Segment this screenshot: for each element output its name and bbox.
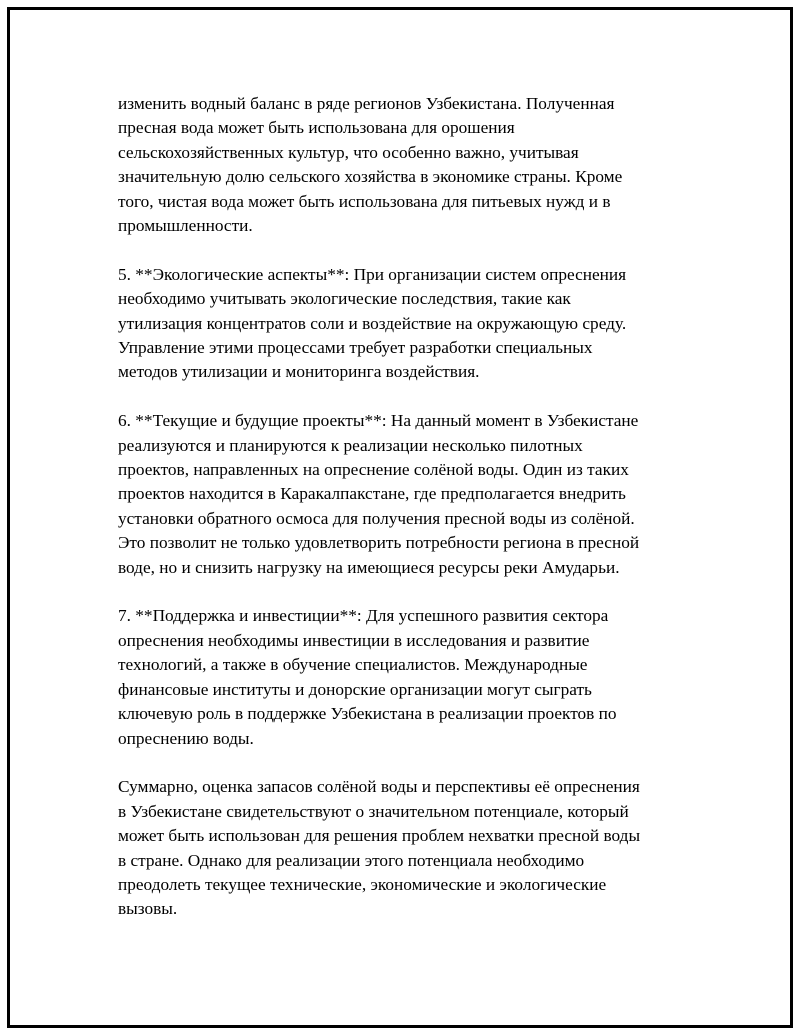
text-line: ключевую роль в поддержке Узбекистана в реализации проектов по: [118, 704, 617, 724]
text-line: технологий, а также в обучение специалистов. Международные: [118, 655, 588, 675]
text-line: 7. **Поддержка и инвестиции**: Для успешного развития сектора: [118, 606, 609, 626]
text-line: того, чистая вода может быть использована для питьевых нужд и в: [118, 191, 611, 211]
text-line: реализуются и планируются к реализации несколько пилотных: [118, 435, 583, 455]
text-line: значительную долю сельского хозяйства в экономике страны. Кроме: [118, 167, 623, 187]
text-line: вызовы.: [118, 899, 178, 919]
text-line: проектов, направленных на опреснение солёной воды. Один из таких: [118, 460, 629, 480]
text-line: может быть использован для решения проблем нехватки пресной воды: [118, 826, 641, 846]
text-line: преодолеть текущее технические, экономические и экологические: [118, 874, 607, 894]
text-line: проектов находится в Каракалпакстане, где предполагается внедрить: [118, 484, 626, 504]
text-line: опреснения необходимы инвестиции в исследования и развитие: [118, 630, 590, 650]
text-line: воде, но и снизить нагрузку на имеющиеся ресурсы реки Амударьи.: [118, 557, 620, 577]
paragraph-current-projects: [118, 409, 682, 580]
text-line: сельскохозяйственных культур, что особенно важно, учитывая: [118, 142, 579, 162]
text-line: изменить водный баланс в ряде регионов Узбекистана. Полученная: [118, 94, 615, 113]
text-line: пресная вода может быть использована для орошения: [118, 118, 515, 138]
text-line: 5. **Экологические аспекты**: При организации систем опреснения: [118, 264, 627, 284]
text-line: утилизация концентратов соли и воздействие на окружающую среду.: [118, 313, 627, 333]
text-line: Это позволит не только удовлетворить потребности региона в пресной: [118, 533, 640, 553]
text-line: промышленности.: [118, 216, 253, 236]
paragraph-ecological-aspects: [118, 263, 682, 385]
text-line: финансовые институты и донорские организации могут сыграть: [118, 679, 592, 699]
text-line: в стране. Однако для реализации этого потенциала необходимо: [118, 850, 585, 870]
paragraph-support-investment: [118, 604, 682, 750]
text-line: 6. **Текущие и будущие проекты**: На данный момент в Узбекистане: [118, 411, 639, 431]
text-line: в Узбекистане свидетельствуют о значительном потенциале, который: [118, 801, 629, 821]
text-line: необходимо учитывать экологические последствия, такие как: [118, 289, 571, 309]
paragraph-water-balance: [118, 92, 682, 238]
text-line: опреснению воды.: [118, 728, 254, 748]
paragraph-summary: [118, 775, 682, 921]
document-body: [118, 92, 682, 922]
text-line: установки обратного осмоса для получения пресной воды из солёной.: [118, 508, 635, 528]
text-line: Управление этими процессами требует разработки специальных: [118, 338, 593, 358]
text-line: методов утилизации и мониторинга воздействия.: [118, 362, 480, 382]
text-line: Суммарно, оценка запасов солёной воды и перспективы её опреснения: [118, 777, 640, 797]
